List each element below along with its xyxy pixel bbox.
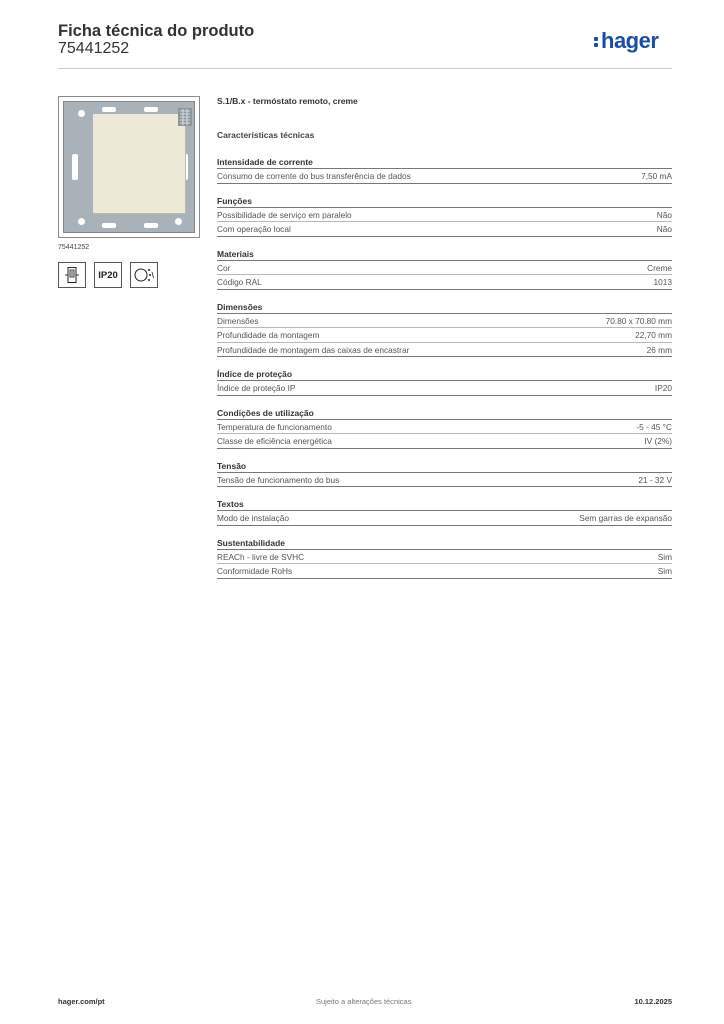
spec-row — [217, 208, 672, 223]
spec-value: Não — [656, 224, 672, 234]
section-title: Intensidade de corrente — [217, 156, 672, 169]
spec-value: Creme — [647, 262, 672, 273]
spec-row — [217, 420, 672, 435]
spec-label: Consumo de corrente do bus transferência de dados — [217, 171, 411, 181]
spec-row — [217, 275, 672, 290]
section-title: Sustentabilidade — [217, 537, 672, 550]
section-title: Funções — [217, 195, 672, 208]
spec-section — [217, 460, 672, 488]
pictogram-row — [58, 262, 158, 288]
spec-section — [217, 195, 672, 237]
page-title: Ficha técnica do produto — [58, 22, 255, 40]
spec-value: IP20 — [654, 383, 672, 393]
spec-section — [217, 498, 672, 526]
spec-label: Modo de instalação — [217, 513, 289, 523]
spec-row — [217, 511, 672, 526]
ip20-icon: IP20 — [94, 262, 122, 288]
spec-row — [217, 381, 672, 396]
image-caption: 75441252 — [58, 244, 90, 251]
spec-label: Possibilidade de serviço em paralelo — [217, 209, 352, 220]
spec-sections — [217, 156, 672, 590]
section-title: Textos — [217, 498, 672, 511]
spec-label: Conformidade RoHs — [217, 566, 293, 576]
footer-disclaimer: Sujeito a alterações técnicas — [316, 997, 412, 1006]
spec-label: Temperatura de funcionamento — [217, 421, 332, 432]
spec-label: Classe de eficiência energética — [217, 436, 332, 446]
section-title: Materiais — [217, 248, 672, 261]
spec-value: Sim — [657, 566, 672, 576]
spec-row — [217, 169, 672, 184]
spec-section — [217, 537, 672, 579]
spec-value: 70.80 x 70.80 mm — [605, 315, 672, 326]
spec-value: Não — [656, 209, 672, 220]
hager-logo[interactable] — [594, 28, 658, 54]
footer-website-link[interactable]: hager.com/pt — [58, 997, 105, 1006]
spec-label: Profundidade de montagem das caixas de encastrar — [217, 344, 410, 355]
mounting-plate — [63, 101, 195, 233]
spec-value: -5 - 45 °C — [636, 421, 672, 432]
spec-value: Sim — [657, 551, 672, 562]
spec-row — [217, 343, 672, 358]
spec-value: 22,70 mm — [635, 330, 672, 340]
section-title: Índice de proteção — [217, 368, 672, 381]
spec-value: 26 mm — [646, 344, 672, 355]
product-number: 75441252 — [58, 40, 130, 57]
logo-dots-icon — [594, 34, 600, 48]
section-title: Dimensões — [217, 301, 672, 314]
spec-row — [217, 328, 672, 343]
spec-section — [217, 368, 672, 396]
spec-value: IV (2%) — [644, 436, 672, 446]
thermostat-icon — [130, 262, 158, 288]
spec-section — [217, 248, 672, 290]
spec-section — [217, 301, 672, 358]
spec-row — [217, 261, 672, 276]
thermostat-cover — [93, 114, 185, 213]
spec-value: 21 - 32 V — [638, 474, 672, 485]
spec-label: Cor — [217, 262, 231, 273]
spec-row — [217, 473, 672, 488]
spec-section — [217, 156, 672, 184]
spec-label: REACh - livre de SVHC — [217, 551, 305, 562]
spec-row — [217, 550, 672, 565]
vent-grille-icon — [178, 108, 192, 126]
header-divider — [58, 68, 672, 69]
section-title: Condições de utilização — [217, 407, 672, 420]
logo-text: hager — [601, 28, 659, 53]
spec-row — [217, 222, 672, 237]
spec-label: Profundidade da montagem — [217, 330, 320, 340]
spec-value: 7,50 mA — [641, 171, 672, 181]
product-name: S.1/B.x - termóstato remoto, creme — [217, 96, 358, 106]
spec-row — [217, 564, 672, 579]
footer-date: 10.12.2025 — [634, 997, 672, 1006]
bus-device-icon — [58, 262, 86, 288]
spec-label: Dimensões — [217, 315, 259, 326]
spec-row — [217, 434, 672, 449]
spec-value: 1013 — [653, 277, 672, 287]
spec-label: Tensão de funcionamento do bus — [217, 474, 340, 485]
spec-section — [217, 407, 672, 449]
section-title: Tensão — [217, 460, 672, 473]
product-image — [58, 96, 200, 238]
tech-characteristics-heading: Características técnicas — [217, 130, 315, 140]
spec-label: Com operação local — [217, 224, 291, 234]
spec-label: Código RAL — [217, 277, 262, 287]
spec-value: Sem garras de expansão — [579, 513, 672, 523]
spec-row — [217, 314, 672, 329]
spec-label: Índice de proteção IP — [217, 383, 296, 393]
